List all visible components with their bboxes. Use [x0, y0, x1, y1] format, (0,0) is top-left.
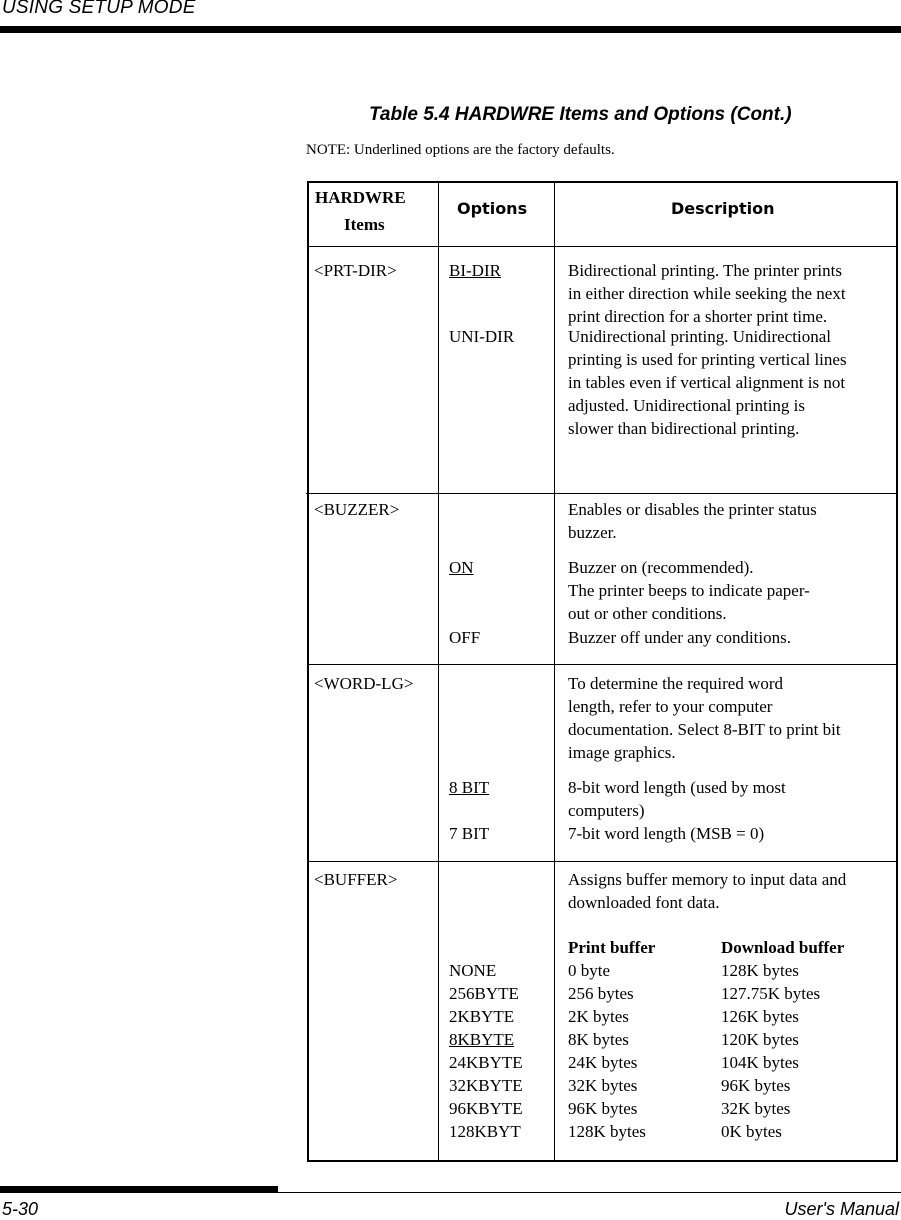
page-number: 5-30: [2, 1199, 39, 1219]
download-buffer-size: 128K bytes: [721, 961, 799, 980]
download-buffer-size: 32K bytes: [721, 1099, 791, 1118]
footer-rule: [278, 1192, 901, 1193]
download-buffer-size: 126K bytes: [721, 1007, 799, 1026]
print-buffer-size: 96K bytes: [568, 1099, 638, 1118]
desc-line: image graphics.: [568, 743, 676, 762]
running-header: USING SETUP MODE: [2, 0, 196, 18]
desc-line: printing is used for printing vertical lines: [568, 350, 847, 369]
column-header-items: HARDWRE: [315, 188, 406, 207]
print-buffer-size: 32K bytes: [568, 1076, 638, 1095]
desc-line: in either direction while seeking the next: [568, 284, 846, 303]
hardware-options-table: [307, 181, 898, 1162]
print-buffer-size: 256 bytes: [568, 984, 634, 1003]
download-buffer-size: 120K bytes: [721, 1030, 799, 1049]
download-buffer-size: 96K bytes: [721, 1076, 791, 1095]
desc-line: in tables even if vertical alignment is not: [568, 373, 846, 392]
header-rule: [0, 26, 901, 33]
print-buffer-size: 128K bytes: [568, 1122, 646, 1141]
print-buffer-size: 8K bytes: [568, 1030, 629, 1049]
item-buzzer: <BUZZER>: [314, 500, 400, 519]
desc-line: Buzzer off under any conditions.: [568, 628, 791, 647]
column-header-options: Options: [457, 199, 528, 218]
desc-line: computers): [568, 801, 645, 820]
buffer-option: 32KBYTE: [449, 1076, 523, 1095]
desc-line: To determine the required word: [568, 674, 784, 693]
download-buffer-size: 127.75K bytes: [721, 984, 821, 1003]
header-row-divider: [309, 246, 896, 247]
buffer-option: NONE: [449, 961, 497, 980]
buffer-option: 2KBYTE: [449, 1007, 515, 1026]
desc-line: Unidirectional printing. Unidirectional: [568, 327, 831, 346]
print-buffer-size: 24K bytes: [568, 1053, 638, 1072]
item-prt-dir: <PRT-DIR>: [314, 261, 397, 280]
desc-line: slower than bidirectional printing.: [568, 419, 800, 438]
download-buffer-header: Download buffer: [721, 938, 845, 957]
row-divider: [306, 493, 896, 494]
buffer-option: 256BYTE: [449, 984, 519, 1003]
print-buffer-size: 0 byte: [568, 961, 611, 980]
item-word-lg: <WORD-LG>: [314, 674, 414, 693]
desc-line: Bidirectional printing. The printer prints: [568, 261, 842, 280]
print-buffer-header: Print buffer: [568, 938, 656, 957]
desc-line: 8-bit word length (used by most: [568, 778, 786, 797]
column-header-description: Description: [671, 199, 775, 218]
footer-bar: [0, 1186, 278, 1193]
option-off: OFF: [449, 628, 481, 647]
column-divider: [438, 183, 439, 1160]
download-buffer-size: 0K bytes: [721, 1122, 782, 1141]
desc-line: The printer beeps to indicate paper-: [568, 581, 810, 600]
column-divider: [554, 183, 555, 1160]
buffer-option: 96KBYTE: [449, 1099, 523, 1118]
desc-line: Enables or disables the printer status: [568, 500, 817, 519]
buffer-option: 24KBYTE: [449, 1053, 523, 1072]
option-uni-dir: UNI-DIR: [449, 327, 515, 346]
row-divider: [309, 861, 896, 862]
desc-line: length, refer to your computer: [568, 697, 773, 716]
desc-line: Buzzer on (recommended).: [568, 558, 754, 577]
option-8-bit: 8 BIT: [449, 778, 490, 797]
buffer-option: 128KBYT: [449, 1122, 521, 1141]
desc-line: print direction for a shorter print time.: [568, 307, 828, 326]
table-title: Table 5.4 HARDWRE Items and Options (Cont.): [369, 104, 792, 125]
column-header-items-sub: Items: [344, 215, 385, 234]
desc-line: documentation. Select 8-BIT to print bit: [568, 720, 841, 739]
option-on: ON: [449, 558, 474, 577]
table-note: NOTE: Underlined options are the factory defaults.: [306, 142, 615, 158]
option-7-bit: 7 BIT: [449, 824, 490, 843]
row-divider: [309, 664, 896, 665]
manual-name: User's Manual: [784, 1199, 899, 1219]
desc-line: 7-bit word length (MSB = 0): [568, 824, 765, 843]
desc-line: downloaded font data.: [568, 893, 720, 912]
desc-line: buzzer.: [568, 523, 617, 542]
print-buffer-size: 2K bytes: [568, 1007, 629, 1026]
buffer-option: 8KBYTE: [449, 1030, 515, 1049]
download-buffer-size: 104K bytes: [721, 1053, 799, 1072]
item-buffer: <BUFFER>: [314, 870, 398, 889]
desc-line: out or other conditions.: [568, 604, 727, 623]
desc-line: adjusted. Unidirectional printing is: [568, 396, 806, 415]
desc-line: Assigns buffer memory to input data and: [568, 870, 847, 889]
option-bi-dir: BI-DIR: [449, 261, 501, 280]
